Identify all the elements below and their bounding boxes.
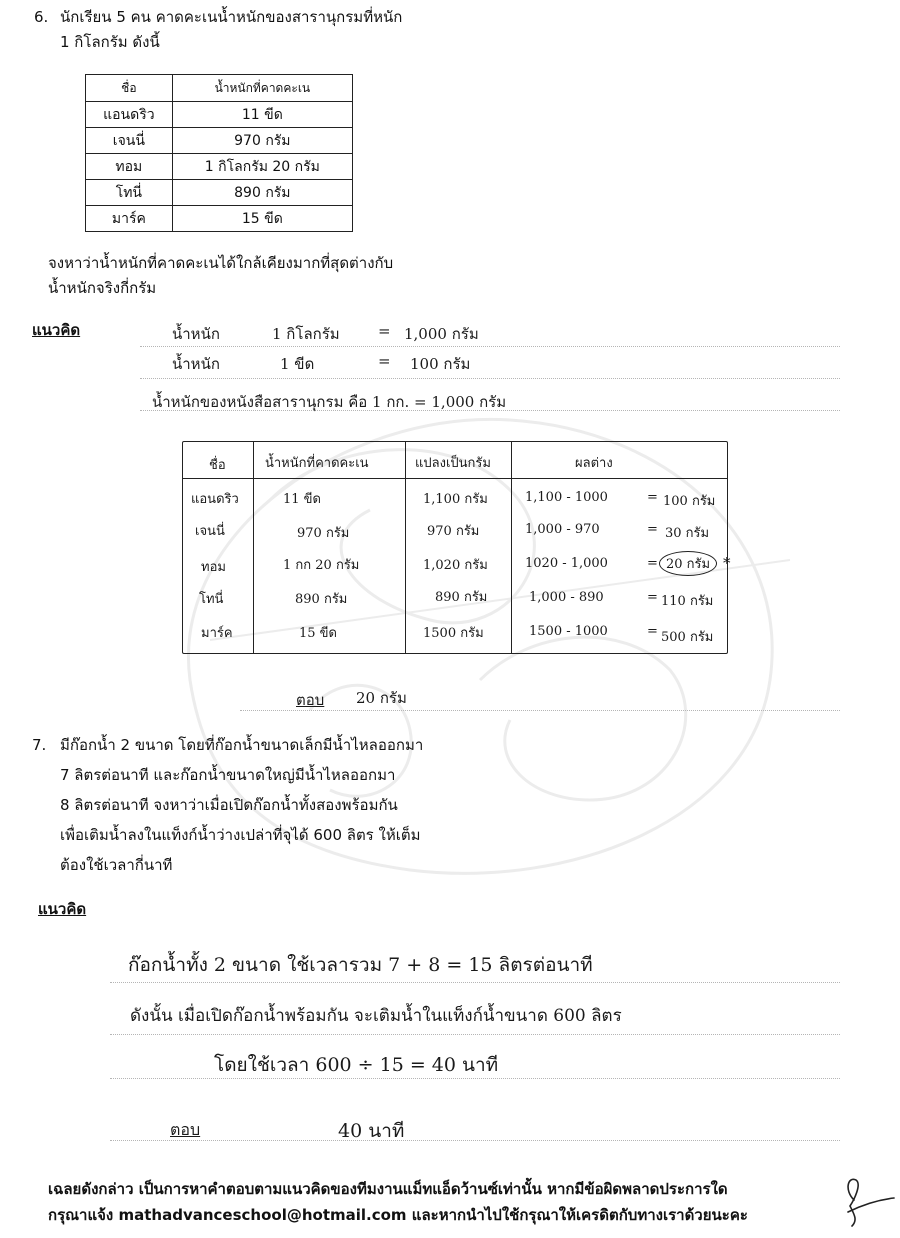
htable-cell: 500 กรัม — [661, 630, 714, 645]
work-line2-value: 100 กรัม — [410, 355, 471, 373]
htable-cell: 1,000 - 970 — [525, 522, 600, 537]
table-cell: 15 ขีด — [172, 206, 352, 232]
htable-cell: = — [647, 490, 658, 505]
q6-answer-value: 20 กรัม — [356, 689, 407, 707]
footer-line1: เฉลยดังกล่าว เป็นการหาคำตอบตามแนวคิดของทีมงานแม็ทแอ็ดว้านซ์เท่านั้น หากมีข้อผิดพลาดประการใด — [48, 1180, 728, 1198]
table-cell: เจนนี่ — [86, 128, 173, 154]
ruled-line — [140, 378, 840, 379]
table-divider — [511, 442, 512, 653]
htable-cell: โทนี่ — [199, 592, 224, 607]
table-cell: 1 กิโลกรัม 20 กรัม — [172, 154, 352, 180]
q7-question-line: 8 ลิตรต่อนาที จงหาว่าเมื่อเปิดก๊อกน้ำทั้งสองพร้อมกัน — [60, 796, 398, 814]
table-row — [86, 206, 353, 232]
htable-cell: 890 กรัม — [295, 592, 348, 607]
htable-cell: มาร์ค — [201, 626, 233, 641]
table-divider — [405, 442, 406, 653]
htable-cell: 1500 - 1000 — [529, 624, 608, 639]
q6-header-estimate: น้ำหนักที่คาดคะเน — [172, 75, 352, 102]
q7-question-line: เพื่อเติมน้ำลงในแท็งก์น้ำว่างเปล่าที่จุได้ 600 ลิตร ให้เต็ม — [60, 826, 421, 844]
htable-cell: = — [647, 590, 658, 605]
table-cell: 11 ขีด — [172, 102, 352, 128]
table-cell: แอนดริว — [86, 102, 173, 128]
table-row — [86, 180, 353, 206]
htable-header-grams: แปลงเป็นกรัม — [415, 456, 491, 471]
ruled-line — [110, 1034, 840, 1035]
htable-cell: 1,100 กรัม — [423, 492, 488, 507]
q6-estimate-table — [85, 74, 353, 232]
q6-solution-table — [182, 441, 731, 654]
work-line1-value: 1,000 กรัม — [404, 325, 479, 343]
signature-icon — [840, 1170, 896, 1230]
table-row — [86, 128, 353, 154]
ruled-line — [110, 1078, 840, 1079]
q7-work-line2: ดังนั้น เมื่อเปิดก๊อกน้ำพร้อมกัน จะเติมน้ำในแท็งก์น้ำขนาด 600 ลิตร — [130, 1006, 622, 1026]
q6-question-line2: 1 กิโลกรัม ดังนี้ — [60, 33, 160, 51]
ruled-line — [240, 710, 840, 711]
q7-question-line: มีก๊อกน้ำ 2 ขนาด โดยที่ก๊อกน้ำขนาดเล็กมีน้ำไหลออกมา — [60, 736, 424, 754]
ruled-line — [110, 982, 840, 983]
footer-line2: กรุณาแจ้ง mathadvanceschool@hotmail.com และหากนำไปใช้กรุณาให้เครดิตกับทางเราด้วยนะคะ — [48, 1206, 748, 1224]
table-cell: ทอม — [86, 154, 173, 180]
htable-cell: = — [647, 522, 658, 537]
work-line2-label: น้ำหนัก — [172, 355, 220, 373]
table-cell: 970 กรัม — [172, 128, 352, 154]
star-mark: * — [723, 554, 731, 572]
ruled-line — [110, 1140, 840, 1141]
htable-cell: 1,000 - 890 — [529, 590, 604, 605]
q6-ask-line1: จงหาว่าน้ำหนักที่คาดคะเนได้ใกล้เคียงมากที่สุดต่างกับ — [48, 254, 394, 272]
table-row — [86, 102, 353, 128]
q7-question-line: ต้องใช้เวลากี่นาที — [60, 856, 173, 874]
htable-cell: 1 กก 20 กรัม — [283, 558, 360, 573]
q6-ask-line2: น้ำหนักจริงกี่กรัม — [48, 279, 157, 297]
htable-cell: 1,020 กรัม — [423, 558, 488, 573]
footer-disclaimer — [48, 1176, 848, 1228]
table-cell: มาร์ค — [86, 206, 173, 232]
q6-number: 6. — [34, 8, 49, 26]
q6-approach-label: แนวคิด — [32, 321, 81, 339]
work-line1-label: น้ำหนัก — [172, 325, 220, 343]
work-line1-unit: 1 กิโลกรัม — [272, 325, 340, 343]
htable-cell: 970 กรัม — [297, 526, 350, 541]
htable-cell: เจนนี่ — [195, 524, 225, 539]
htable-cell: 100 กรัม — [663, 494, 716, 509]
table-divider — [253, 442, 254, 653]
q7-approach-label: แนวคิด — [38, 900, 87, 918]
htable-cell: 11 ขีด — [283, 492, 322, 507]
q7-answer-value: 40 นาที — [338, 1120, 405, 1142]
q7-work-line1: ก๊อกน้ำทั้ง 2 ขนาด ใช้เวลารวม 7 + 8 = 15 ลิตรต่อนาที — [128, 954, 593, 976]
htable-cell: 110 กรัม — [661, 594, 714, 609]
htable-cell: 890 กรัม — [435, 590, 488, 605]
q6-answer-label: ตอบ — [296, 691, 325, 709]
htable-cell: แอนดริว — [191, 492, 239, 507]
htable-header-diff: ผลต่าง — [575, 456, 613, 471]
q6-question-line1: นักเรียน 5 คน คาดคะเนน้ำหนักของสารานุกรมที่หนัก — [60, 8, 403, 26]
htable-cell: 1,100 - 1000 — [525, 490, 608, 505]
work-line2-eq: = — [378, 352, 391, 370]
htable-cell: = — [647, 556, 658, 571]
q6-header-name: ชื่อ — [86, 75, 173, 102]
q7-number: 7. — [32, 736, 47, 754]
work-line2-unit: 1 ขีด — [280, 355, 315, 373]
table-divider — [183, 478, 727, 479]
work-line3: น้ำหนักของหนังสือสารานุกรม คือ 1 กก. = 1,000 กรัม — [152, 393, 507, 411]
htable-cell: = — [647, 624, 658, 639]
htable-cell: 15 ขีด — [299, 626, 338, 641]
htable-cell: 1500 กรัม — [423, 626, 484, 641]
htable-cell: 30 กรัม — [665, 526, 710, 541]
work-line1-eq: = — [378, 322, 391, 340]
q7-work-line3: โดยใช้เวลา 600 ÷ 15 = 40 นาที — [214, 1054, 499, 1076]
htable-header-estimate: น้ำหนักที่คาดคะเน — [265, 456, 369, 471]
htable-cell: 1020 - 1,000 — [525, 556, 608, 571]
table-cell: โทนี่ — [86, 180, 173, 206]
q7-answer-label: ตอบ — [170, 1120, 201, 1139]
ruled-line — [140, 346, 840, 347]
htable-cell: ทอม — [201, 560, 226, 575]
htable-cell-circled-answer: 20 กรัม — [659, 551, 717, 576]
table-row — [86, 154, 353, 180]
table-cell: 890 กรัม — [172, 180, 352, 206]
q7-question-line: 7 ลิตรต่อนาที และก๊อกน้ำขนาดใหญ่มีน้ำไหลออกมา — [60, 766, 396, 784]
htable-cell: 970 กรัม — [427, 524, 480, 539]
htable-header-name: ชื่อ — [209, 458, 226, 473]
